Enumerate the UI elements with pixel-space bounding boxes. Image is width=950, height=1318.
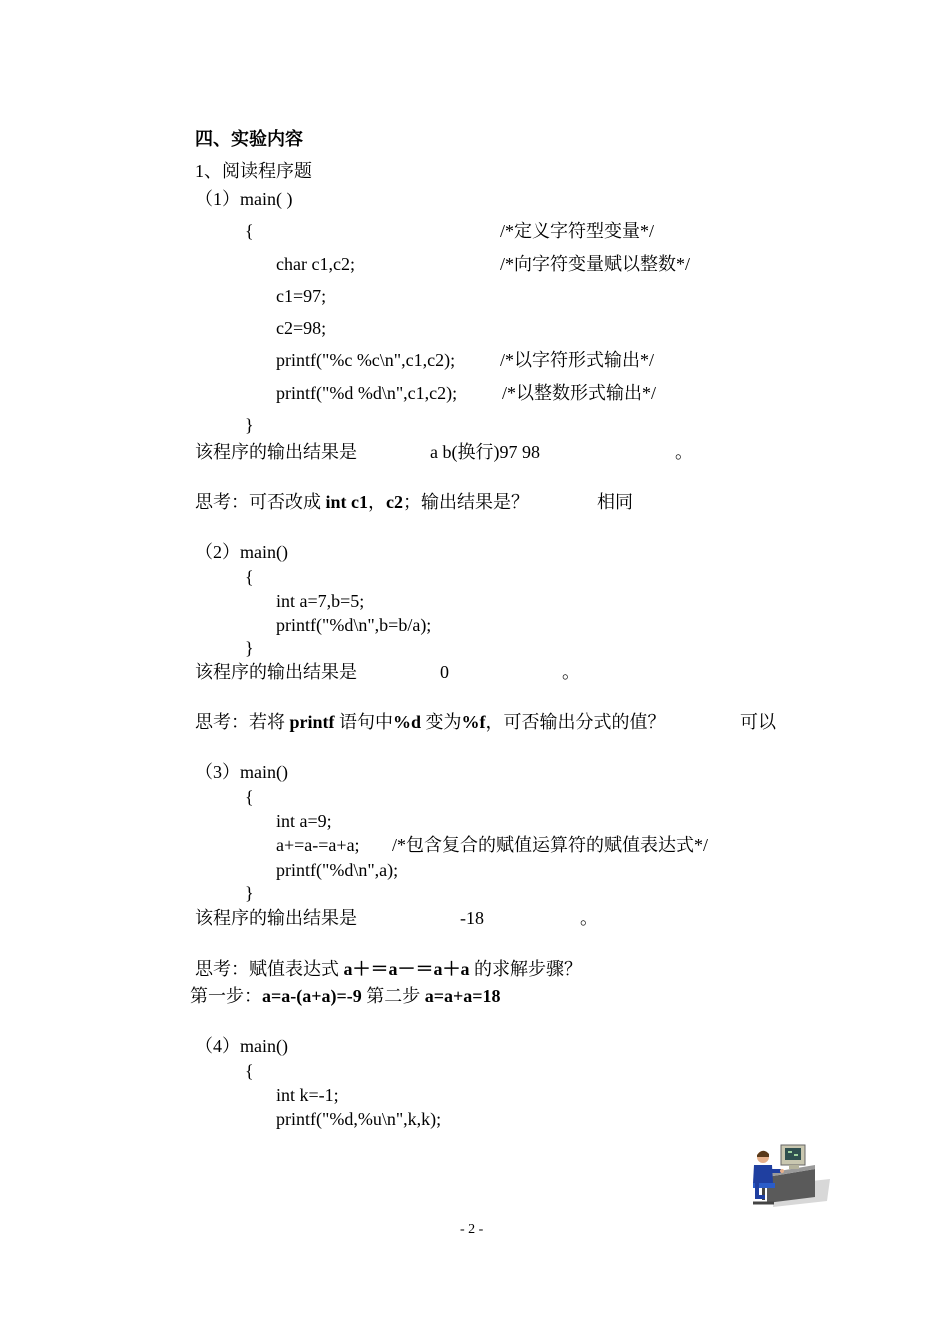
program3-think (195, 960, 582, 978)
program1-open-brace: { (245, 221, 254, 241)
program3-step1-label: 第一步： (190, 986, 262, 1006)
program1-line-c1: c1=97; (276, 286, 327, 306)
program2-result-label: 该程序的输出结果是 (195, 662, 357, 682)
program2-think-code3: %f (461, 712, 486, 732)
program4-line-printf: printf("%d,%u\n",k,k); (276, 1109, 442, 1129)
program1-close-brace: } (245, 415, 254, 435)
program3-think-code: a＋＝a－＝a＋a (343, 959, 470, 979)
program1-header: （1）main( ) (195, 189, 293, 209)
program3-think-suffix: 的求解步骤？ (469, 959, 582, 979)
program2-think-answer: 可以 (740, 712, 776, 732)
program3-result-label: 该程序的输出结果是 (195, 908, 357, 928)
program2-think-code1: printf (289, 712, 335, 732)
program1-comment-int: /*以整数形式输出*/ (502, 383, 657, 403)
program1-line-declare: char c1,c2; (276, 254, 355, 274)
program2-think-mid1: 语句中 (334, 712, 393, 732)
program1-line-c2: c2=98; (276, 318, 327, 338)
program1-line-printf-int: printf("%d %d\n",c1,c2); (276, 383, 458, 403)
program2-think-prefix: 思考：若将 (195, 712, 290, 732)
computer-user-illustration (745, 1135, 835, 1215)
program3-open-brace: { (245, 787, 254, 807)
program2-open-brace: { (245, 567, 254, 587)
program1-think-answer: 相同 (597, 492, 633, 512)
program3-line-assign: a+=a-=a+a; (276, 835, 360, 855)
program1-result-end: 。 (675, 442, 693, 462)
program3-header: （3）main() (195, 762, 288, 782)
program2-result-end: 。 (562, 662, 580, 682)
program2-line-declare: int a=7,b=5; (276, 591, 365, 611)
program3-comment-assign: /*包含复合的赋值运算符的赋值表达式*/ (392, 835, 709, 855)
program4-line-declare: int k=-1; (276, 1085, 339, 1105)
program1-comment-declare: /*定义字符型变量*/ (500, 221, 655, 241)
computer-user-icon (745, 1135, 835, 1215)
page-number: - 2 - (460, 1222, 484, 1237)
program2-close-brace: } (245, 638, 254, 658)
program2-think-code2: %d (393, 712, 422, 732)
section-title: 四、实验内容 (195, 129, 303, 149)
program3-line-declare: int a=9; (276, 811, 332, 831)
program2-line-printf: printf("%d\n",b=b/a); (276, 615, 432, 635)
program3-line-printf: printf("%d\n",a); (276, 860, 399, 880)
program2-think-suffix: ，可否输出分式的值？ (485, 712, 666, 732)
program4-open-brace: { (245, 1061, 254, 1081)
program3-result-end: 。 (580, 908, 598, 928)
program1-think-code1: int c1 (325, 492, 368, 512)
program1-think-prefix: 思考：可否改成 (195, 492, 326, 512)
program1-comment-char: /*以字符形式输出*/ (500, 350, 655, 370)
program1-comment-assign: /*向字符变量赋以整数*/ (500, 254, 691, 274)
program3-close-brace: } (245, 883, 254, 903)
program2-result-value: 0 (440, 662, 449, 682)
program3-step1-expr: a=a-(a+a)=-9 (262, 986, 362, 1006)
program2-think (195, 713, 666, 731)
program3-result-value: -18 (460, 908, 484, 928)
program1-result-value: a b(换行)97 98 (430, 442, 540, 462)
program3-step2-expr: a=a+a=18 (424, 986, 501, 1006)
program1-think-suffix: ；输出结果是？ (403, 492, 529, 512)
program2-think-mid2: 变为 (421, 712, 462, 732)
program2-header: （2）main() (195, 542, 288, 562)
program4-header: （4）main() (195, 1036, 288, 1056)
program1-think (195, 493, 529, 511)
program1-think-sep: ， (368, 492, 386, 512)
program3-step2-label: 第二步 (361, 986, 425, 1006)
program3-steps (190, 987, 501, 1005)
program3-think-prefix: 思考：赋值表达式 (195, 959, 344, 979)
program1-think-code2: c2 (386, 492, 403, 512)
subsection-title: 1、阅读程序题 (195, 161, 312, 181)
program1-line-printf-char: printf("%c %c\n",c1,c2); (276, 350, 456, 370)
program1-result-label: 该程序的输出结果是 (195, 442, 357, 462)
